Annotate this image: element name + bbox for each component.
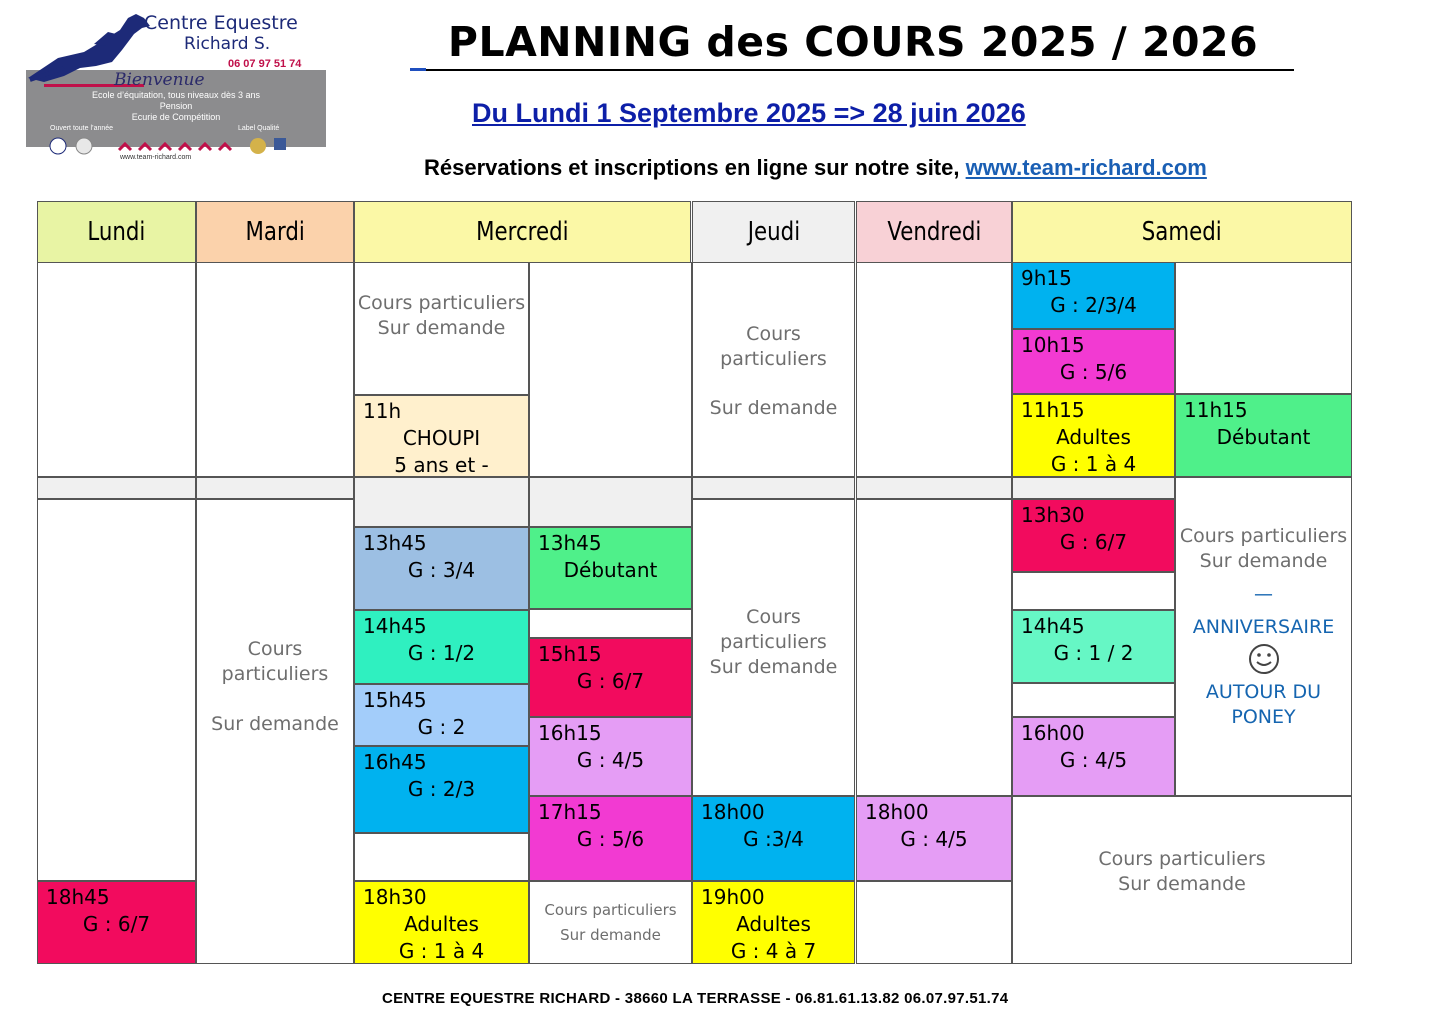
thu-on-demand-am <box>692 262 855 477</box>
slot-group: G : 5/6 <box>576 827 645 851</box>
slot-time: 16h45 <box>363 750 427 774</box>
slot-group: G : 2 <box>417 715 466 739</box>
website-link[interactable]: www.team-richard.com <box>965 155 1207 180</box>
slot-wed-1545 <box>354 684 529 746</box>
logo-phone: 06 07 97 51 74 <box>228 58 302 70</box>
title-mark <box>410 68 426 71</box>
on-demand-line1: Cours particuliers <box>357 292 526 314</box>
wed-col1-gap <box>354 833 529 881</box>
friday-column-pm <box>856 499 1012 796</box>
slot-extra: 5 ans et - <box>394 453 489 477</box>
day-label: Mardi <box>245 217 305 247</box>
footer-contact: CENTRE EQUESTRE RICHARD - 38660 LA TERRASSE - 06.81.61.13.82 06.07.97.51.74 <box>382 990 1009 1007</box>
slot-group: G : 1/2 <box>407 641 476 665</box>
on-demand-line2: Sur demande <box>709 397 838 419</box>
slot-group: G : 4/5 <box>900 827 968 851</box>
tue-on-demand <box>196 499 354 964</box>
slot-time: 16h15 <box>538 721 602 745</box>
tue-line3: Sur demande <box>211 713 339 735</box>
slot-time: 18h45 <box>46 885 110 909</box>
sat-gap-2 <box>1012 683 1175 717</box>
friday-empty-evening <box>856 881 1012 964</box>
slot-wed-1830 <box>354 881 529 964</box>
slot-wed-1345-b <box>529 527 692 609</box>
slot-group: G : 6/7 <box>1059 530 1128 554</box>
slot-wed-1715 <box>529 796 692 881</box>
lunch-band <box>529 477 692 527</box>
slot-group: G : 2/3 <box>407 777 476 801</box>
slot-group: Adultes <box>1056 425 1131 449</box>
day-header-mon <box>37 201 196 263</box>
slot-fri-1800 <box>856 796 1012 881</box>
slot-sat-1115-b <box>1175 394 1352 477</box>
slot-group: G : 5/6 <box>1059 360 1128 384</box>
slot-time: 18h30 <box>363 885 427 909</box>
tue-line2: particuliers <box>221 663 329 685</box>
day-header-fri <box>856 201 1012 263</box>
slot-extra: G : 1 à 4 <box>398 939 485 963</box>
slot-group: G : 3/4 <box>407 558 476 582</box>
date-range: Du Lundi 1 Septembre 2025 => 28 juin 2026 <box>472 98 1026 128</box>
slot-wed-1645 <box>354 746 529 833</box>
slot-group: CHOUPI <box>402 426 481 450</box>
slot-time: 11h <box>363 399 402 423</box>
slot-wed-1515 <box>529 638 692 717</box>
logo-label: Label Qualité <box>238 125 280 132</box>
slot-extra: G : 1 à 4 <box>1050 452 1137 476</box>
slot-group: G : 4/5 <box>1059 748 1128 772</box>
slot-wed-1615 <box>529 717 692 796</box>
slot-group: G : 2/3/4 <box>1050 293 1137 317</box>
sat-gap-1 <box>1012 572 1175 610</box>
slot-group: G : 6/7 <box>82 912 151 936</box>
lunch-band <box>354 477 529 527</box>
day-header-thu <box>692 201 855 263</box>
slot-time: 15h45 <box>363 688 427 712</box>
slot-sat-1600 <box>1012 717 1175 796</box>
slot-time: 14h45 <box>1021 614 1085 638</box>
slot-time: 9h15 <box>1021 266 1072 290</box>
wed-col2-am <box>529 262 692 477</box>
slot-sat-1330 <box>1012 499 1175 572</box>
slot-time: 13h45 <box>363 531 427 555</box>
friday-column-am <box>856 262 1012 477</box>
on-demand-line1: Cours particuliers <box>1179 525 1348 547</box>
smiley-icon <box>1247 642 1281 676</box>
birthday-line1: AUTOUR DU <box>1205 681 1322 703</box>
slot-thu-1800 <box>692 796 855 881</box>
on-demand-line2: Sur demande <box>560 925 661 944</box>
on-demand-line2: Sur demande <box>709 656 838 678</box>
slot-group: G : 1 / 2 <box>1053 641 1134 665</box>
sat-birthday-box <box>1175 477 1352 796</box>
slot-wed-1445 <box>354 610 529 684</box>
reservation-line <box>424 155 1207 181</box>
slot-mon-1845 <box>37 881 196 964</box>
on-demand-line2: Sur demande <box>377 317 506 339</box>
wed-on-demand-evening <box>529 881 692 964</box>
monday-column-pm <box>37 499 196 881</box>
reservation-text: Réservations et inscriptions en ligne sur notre site, <box>424 155 960 180</box>
on-demand-line2: Sur demande <box>1199 550 1328 572</box>
logo <box>24 10 328 168</box>
day-header-wed <box>354 201 691 263</box>
lunch-band <box>37 477 196 499</box>
slot-sat-1115-a <box>1012 394 1175 477</box>
logo-site: www.team-richard.com <box>120 154 192 161</box>
slot-group: Débutant <box>1216 425 1311 449</box>
slot-time: 16h00 <box>1021 721 1085 745</box>
slot-group: Débutant <box>563 558 658 582</box>
lunch-band <box>1012 477 1175 499</box>
logo-open: Ouvert toute l’année <box>50 125 114 132</box>
slot-sat-1445 <box>1012 610 1175 683</box>
logo-welcome: Bienvenue <box>114 70 205 90</box>
slot-time: 15h15 <box>538 642 602 666</box>
slot-sat-915 <box>1012 262 1175 329</box>
on-demand-line1: Cours particuliers <box>1098 848 1266 870</box>
slot-group: G : 4/5 <box>576 748 645 772</box>
slot-time: 10h15 <box>1021 333 1085 357</box>
day-label: Lundi <box>87 217 146 247</box>
day-label: Jeudi <box>747 217 800 247</box>
slot-thu-1900 <box>692 881 855 964</box>
on-demand-line1: Cours particuliers <box>720 606 827 653</box>
page-title: PLANNING des COURS 2025 / 2026 <box>447 18 1259 66</box>
day-header-sat <box>1012 201 1352 263</box>
on-demand-line1: Cours particuliers <box>720 323 827 370</box>
tuesday-column-am <box>196 262 354 477</box>
slot-time: 11h15 <box>1021 398 1085 422</box>
logo-badges-icon <box>44 136 324 156</box>
day-label: Mercredi <box>476 217 569 247</box>
lunch-band <box>692 477 855 499</box>
monday-column-am <box>37 262 196 477</box>
wed-col2-gap <box>529 609 692 638</box>
slot-time: 11h15 <box>1184 398 1248 422</box>
slot-time: 13h30 <box>1021 503 1085 527</box>
tue-on-demand-text <box>196 637 354 737</box>
slot-time: 18h00 <box>865 800 929 824</box>
day-label: Samedi <box>1142 217 1222 247</box>
slot-time: 13h45 <box>538 531 602 555</box>
slot-extra: G : 4 à 7 <box>730 939 817 963</box>
birthday-title: ANNIVERSAIRE <box>1192 616 1335 638</box>
logo-description <box>28 90 324 123</box>
title-underline <box>412 69 1294 71</box>
slot-sat-1015 <box>1012 329 1175 394</box>
on-demand-line2: Sur demande <box>1118 873 1246 895</box>
thu-on-demand-pm <box>692 499 855 796</box>
birthday-dash: — <box>1254 583 1273 605</box>
day-label: Vendredi <box>887 217 981 247</box>
wed-on-demand-am <box>354 262 529 395</box>
slot-time: 18h00 <box>701 800 765 824</box>
slot-group: Adultes <box>404 912 479 936</box>
slot-wed-1345-a <box>354 527 529 610</box>
slot-time: 17h15 <box>538 800 602 824</box>
lunch-band <box>196 477 354 499</box>
birthday-line2: PONEY <box>1231 706 1296 728</box>
slot-group: Adultes <box>736 912 811 936</box>
logo-desc-3: Ecurie de Compétition <box>131 112 221 122</box>
day-header-tue <box>196 201 354 263</box>
slot-group: G :3/4 <box>743 827 804 851</box>
on-demand-line1: Cours particuliers <box>544 900 677 919</box>
slot-time: 14h45 <box>363 614 427 638</box>
slot-group: G : 6/7 <box>576 669 645 693</box>
logo-desc-1: Ecole d’équitation, tous niveaux dès 3 ans <box>91 90 261 100</box>
logo-name-line1: Centre Equestre <box>144 12 298 34</box>
slot-wed-11h <box>354 395 529 477</box>
logo-name-line2: Richard S. <box>184 34 271 54</box>
slot-time: 19h00 <box>701 885 765 909</box>
sat-empty-am <box>1175 262 1352 394</box>
sat-on-demand-evening <box>1012 796 1352 964</box>
lunch-band <box>856 477 1012 499</box>
logo-desc-2: Pension <box>159 101 193 111</box>
tue-line1: Cours <box>247 638 303 660</box>
